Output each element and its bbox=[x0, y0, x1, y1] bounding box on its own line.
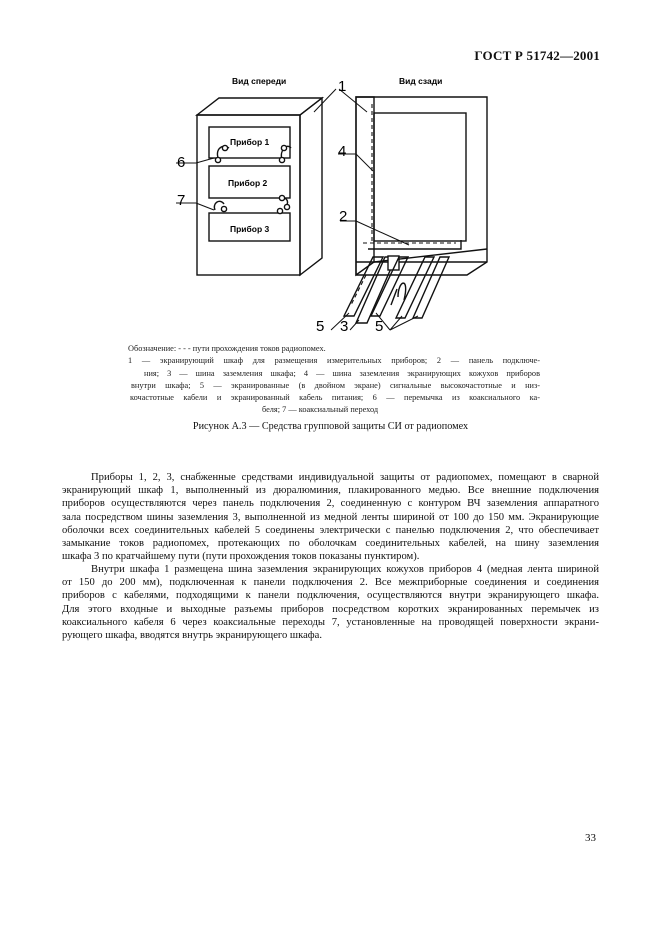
legend-line: Обозначение: - - - пути прохождения токов радиопомех. bbox=[128, 344, 326, 353]
leader-6 bbox=[196, 158, 214, 163]
callout-2: 2 bbox=[339, 208, 348, 225]
callout-1: 1 bbox=[338, 78, 347, 95]
document-code: ГОСТ Р 51742—2001 bbox=[474, 48, 600, 63]
text-line: Для этого входные и выходные разъемы приборов посредством коротких экранированных перемычек из bbox=[62, 603, 599, 615]
text-line: шкафа 3 по кратчайшему пути (пути прохождения токов показаны пунктиром). bbox=[62, 551, 420, 563]
leader-7 bbox=[196, 203, 214, 210]
coax-connector bbox=[215, 157, 220, 162]
front-cabinet-side bbox=[300, 98, 322, 275]
legend-line: беля; 7 — коаксиальный переход bbox=[262, 405, 379, 415]
callout-7: 7 bbox=[177, 192, 186, 209]
power-cable-loop bbox=[398, 283, 406, 300]
leader-1-front bbox=[314, 89, 336, 112]
cable-5-right-a bbox=[396, 257, 434, 318]
coax-connector bbox=[277, 208, 282, 213]
text-line: от 150 до 200 мм), подключенная к панели подключения 2. Все межприборные соединения и соединения bbox=[62, 577, 599, 589]
leader-3 bbox=[350, 320, 359, 330]
text-line: замыкание токов радиопомех, протекающих по оболочкам соединительных кабелей, на шину заземления bbox=[62, 538, 599, 550]
current-path-down bbox=[351, 275, 366, 305]
body-paragraph-1 bbox=[62, 471, 599, 563]
callout-6: 6 bbox=[177, 154, 186, 171]
text-line: Приборы 1, 2, 3, снабженные средствами индивидуальной защиты от радиопомех, помещают в сварной bbox=[91, 472, 599, 483]
callout-5-left: 5 bbox=[316, 318, 325, 335]
coax-connector bbox=[222, 145, 227, 150]
callout-5-right: 5 bbox=[375, 318, 384, 335]
figure-a3-diagram bbox=[0, 0, 661, 340]
back-view-title: Вид сзади bbox=[399, 76, 443, 86]
text-line: экранирующий шкаф 1, выполненный из дюралюминия, плакированного медью. Все внешние подключения bbox=[62, 485, 599, 497]
text-line: рующего шкафа, вводятся внутрь экранирующего шкафа. bbox=[62, 630, 322, 642]
coax-connector bbox=[279, 195, 284, 200]
device-1-label: Прибор 1 bbox=[230, 137, 270, 147]
text-line: Внутри шкафа 1 размещена шина заземления экранирующих кожухов приборов 4 (медная лента шириной bbox=[91, 564, 599, 575]
legend-line: ния; 3 — шина заземления шкафа; 4 — шина заземления экранирующих кожухов приборов bbox=[144, 368, 540, 378]
legend-line: внутри шкафа; 5 — экранированные (в двойном экране) сигнальные высокочастотные и низ- bbox=[131, 380, 540, 390]
page-number: 33 bbox=[585, 832, 596, 844]
cable-5-right-b bbox=[413, 257, 449, 318]
text-line: приборов осуществляются через панель подключения 2, соединенную с контуром ВЧ заземления аппаратного bbox=[62, 498, 599, 510]
legend-line: 1 — экранирующий шкаф для размещения измерительных приборов; 2 — панель подключе- bbox=[128, 356, 540, 366]
device-3-label: Прибор 3 bbox=[230, 224, 270, 234]
text-line: оболочки всех соединительных кабелей 5 соединены электрически с панелью подключения 2, что обеспечивает bbox=[62, 524, 599, 536]
front-view-title: Вид спереди bbox=[232, 76, 287, 86]
text-line: коаксиального кабеля 6 через коаксиальные переходы 7, установленные на проводящей поверхности экрани- bbox=[62, 616, 599, 628]
back-cabinet-inner bbox=[374, 113, 466, 241]
leader-4 bbox=[356, 154, 373, 171]
figure-caption: Рисунок А.3 — Средства групповой защиты СИ от радиопомех bbox=[192, 421, 469, 432]
callout-3: 3 bbox=[340, 318, 349, 335]
text-line: зала посредством шины заземления 3, выполненной из медной ленты шириной от 100 до 150 мм. Экранирующие bbox=[62, 511, 599, 523]
callout-4: 4 bbox=[338, 143, 347, 160]
device-2-label: Прибор 2 bbox=[228, 178, 268, 188]
coax-connector bbox=[284, 204, 289, 209]
body-paragraph-2 bbox=[62, 563, 599, 642]
coax-connector bbox=[281, 145, 286, 150]
coax-connector bbox=[221, 206, 226, 211]
figure-legend bbox=[128, 343, 540, 417]
coax-connector bbox=[279, 157, 284, 162]
text-line: приборов с кабелями, подходящими к панели подключения, осуществляются внутри экранирующего шкафа. bbox=[62, 590, 599, 602]
legend-line: кочастотные кабели и экранированный кабель питания; 6 — перемычка из коаксиального ка- bbox=[130, 393, 540, 403]
